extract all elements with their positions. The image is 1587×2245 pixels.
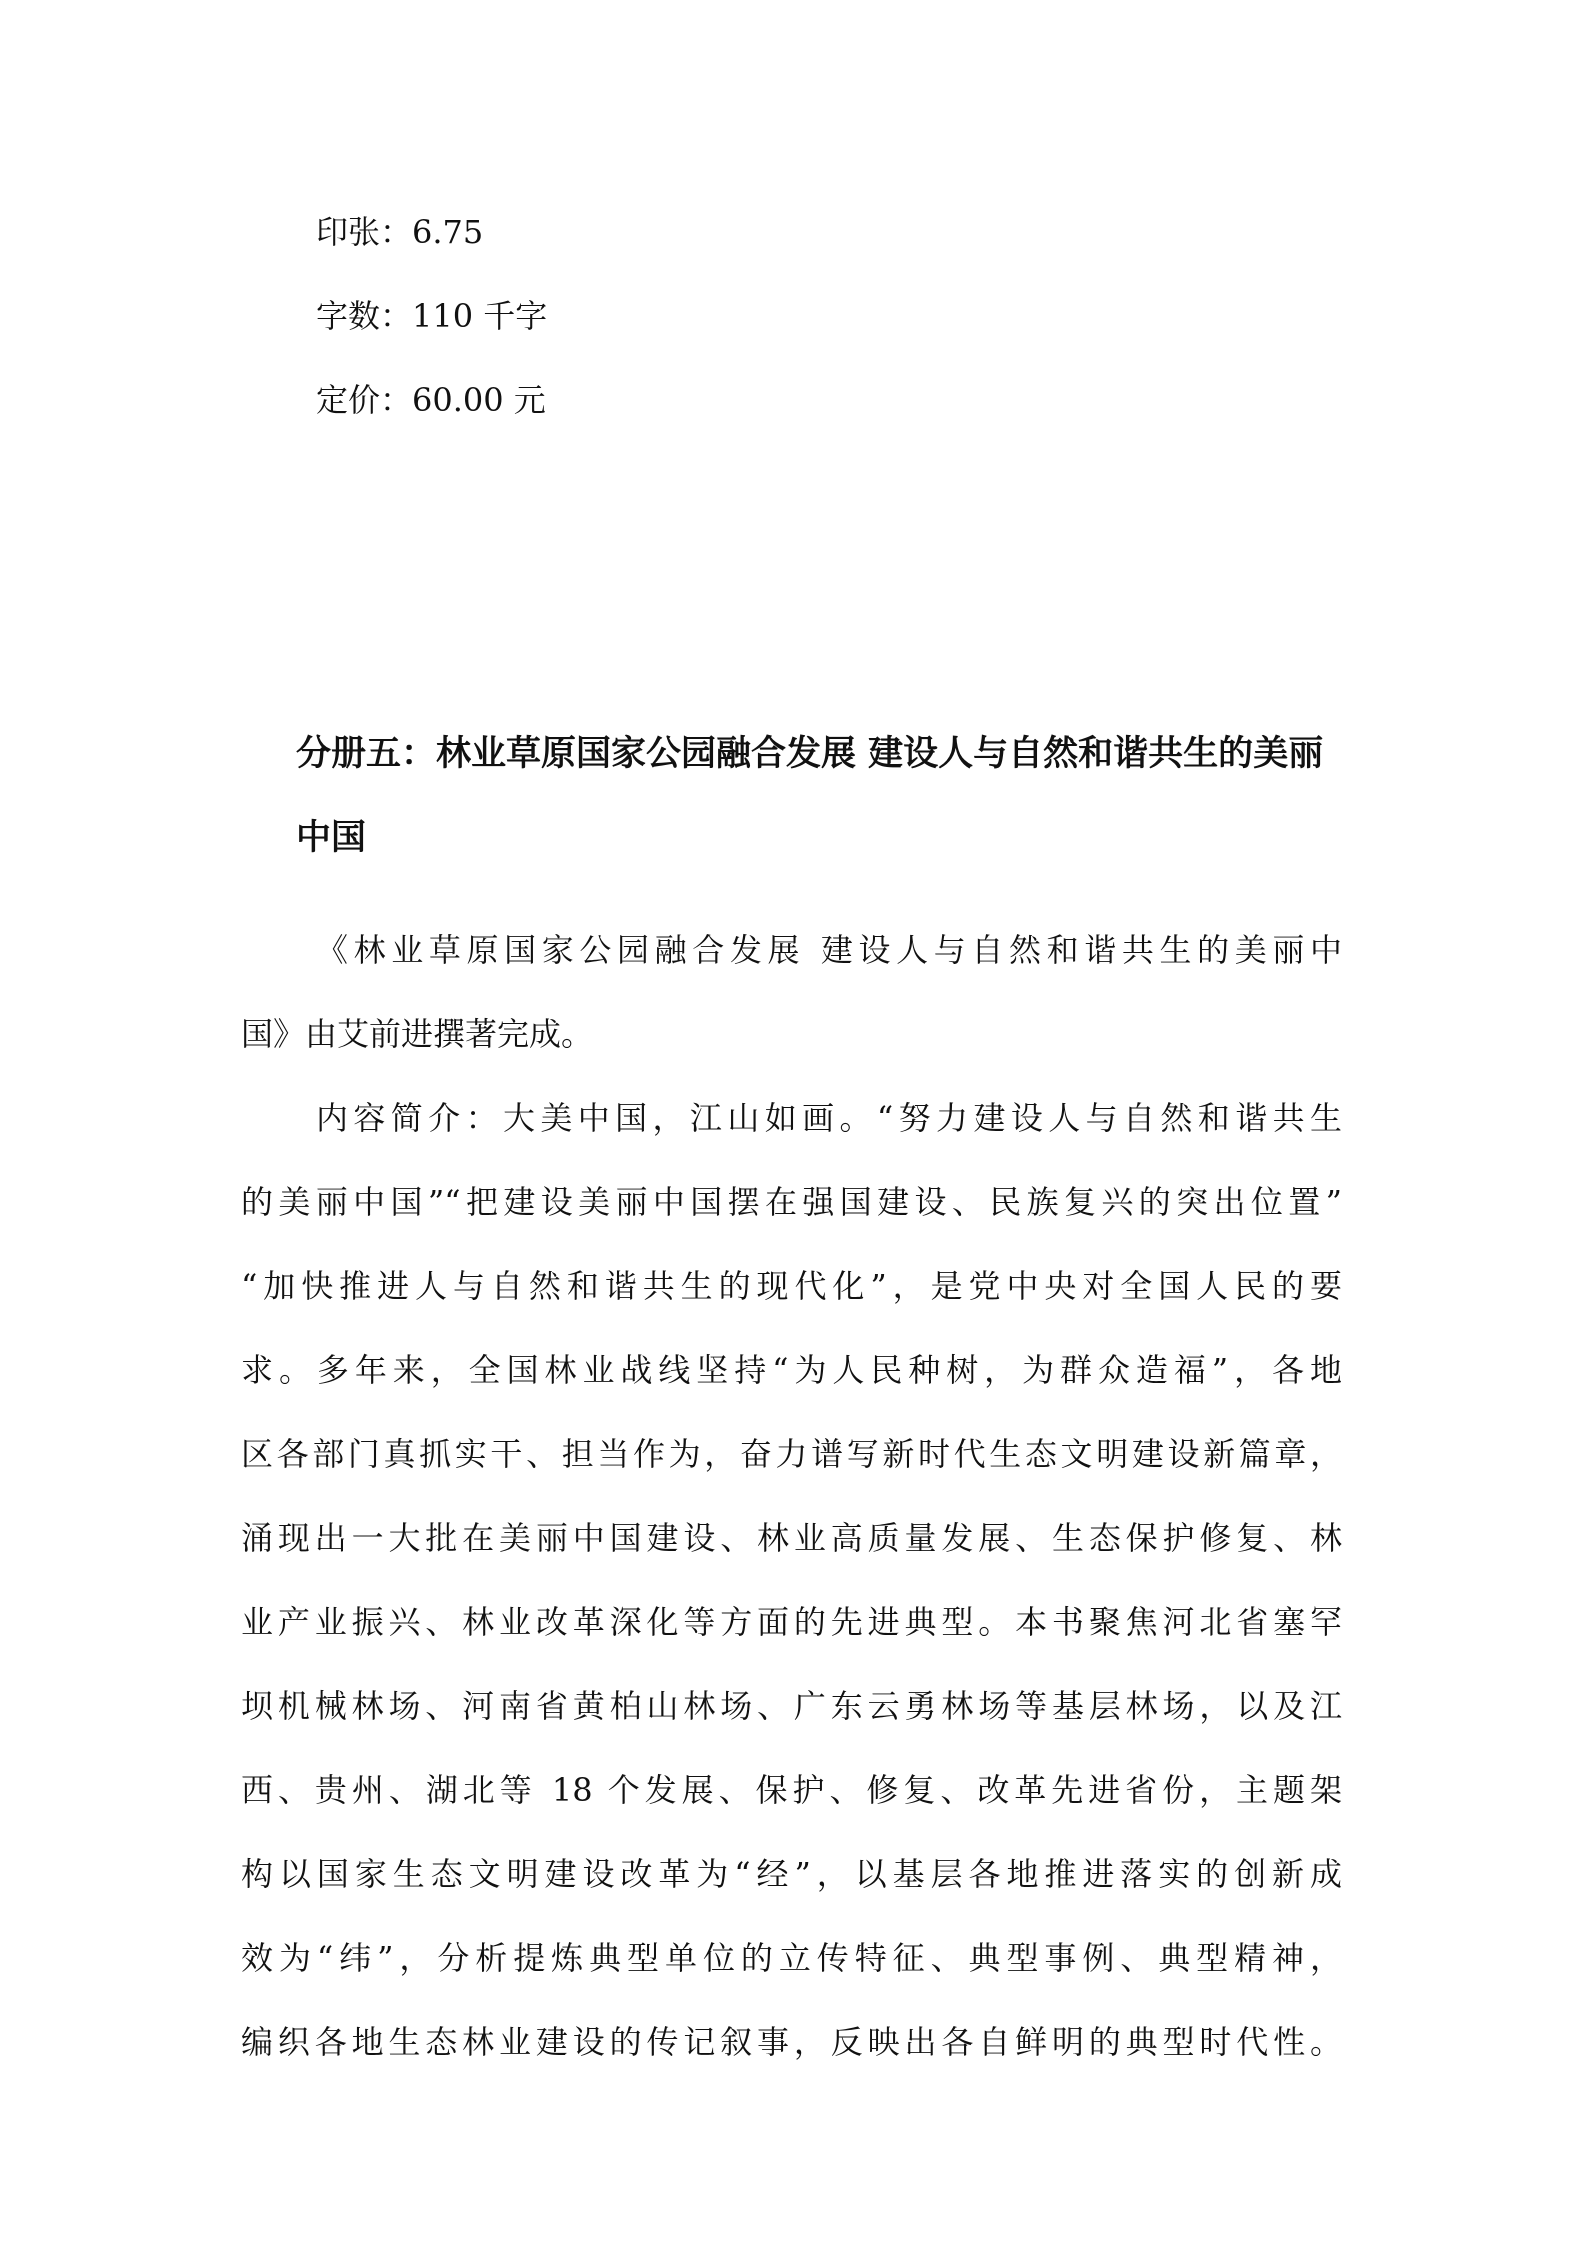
- paragraph-2-line: 业产业振兴、林业改革深化等方面的先进典型。本书聚焦河北省塞罕: [241, 1603, 1342, 1641]
- sheets-info: 印张：6.75: [316, 213, 484, 251]
- section-heading-line-1: 分册五：林业草原国家公园融合发展 建设人与自然和谐共生的美丽: [296, 733, 1324, 774]
- paragraph-2-line: 求。多年来，全国林业战线坚持“为人民种树，为群众造福”，各地: [241, 1351, 1342, 1389]
- paragraph-2-line: 内容简介：大美中国，江山如画。“努力建设人与自然和谐共生: [316, 1099, 1342, 1137]
- paragraph-1-line: 《林业草原国家公园融合发展 建设人与自然和谐共生的美丽中: [316, 931, 1342, 969]
- paragraph-2-line: 编织各地生态林业建设的传记叙事，反映出各自鲜明的典型时代性。: [241, 2023, 1342, 2061]
- section-heading-line-2: 中国: [296, 817, 367, 858]
- paragraph-2-line: “加快推进人与自然和谐共生的现代化”，是党中央对全国人民的要: [241, 1267, 1342, 1305]
- paragraph-2-line: 的美丽中国”“把建设美丽中国摆在强国建设、民族复兴的突出位置”: [241, 1183, 1342, 1221]
- word-count-info: 字数：110 千字: [316, 297, 548, 335]
- paragraph-2-line: 效为“纬”，分析提炼典型单位的立传特征、典型事例、典型精神，: [241, 1939, 1342, 1977]
- price-info: 定价：60.00 元: [316, 381, 546, 419]
- paragraph-2-line: 坝机械林场、河南省黄柏山林场、广东云勇林场等基层林场，以及江: [241, 1687, 1342, 1725]
- paragraph-2-line: 构以国家生态文明建设改革为“经”，以基层各地推进落实的创新成: [241, 1855, 1342, 1893]
- paragraph-2-line: 西、贵州、湖北等 18 个发展、保护、修复、改革先进省份，主题架: [241, 1771, 1342, 1809]
- paragraph-1-line: 国》由艾前进撰著完成。: [241, 1015, 594, 1053]
- paragraph-2-line: 涌现出一大批在美丽中国建设、林业高质量发展、生态保护修复、林: [241, 1519, 1342, 1557]
- paragraph-2-line: 区各部门真抓实干、担当作为，奋力谱写新时代生态文明建设新篇章，: [241, 1435, 1342, 1473]
